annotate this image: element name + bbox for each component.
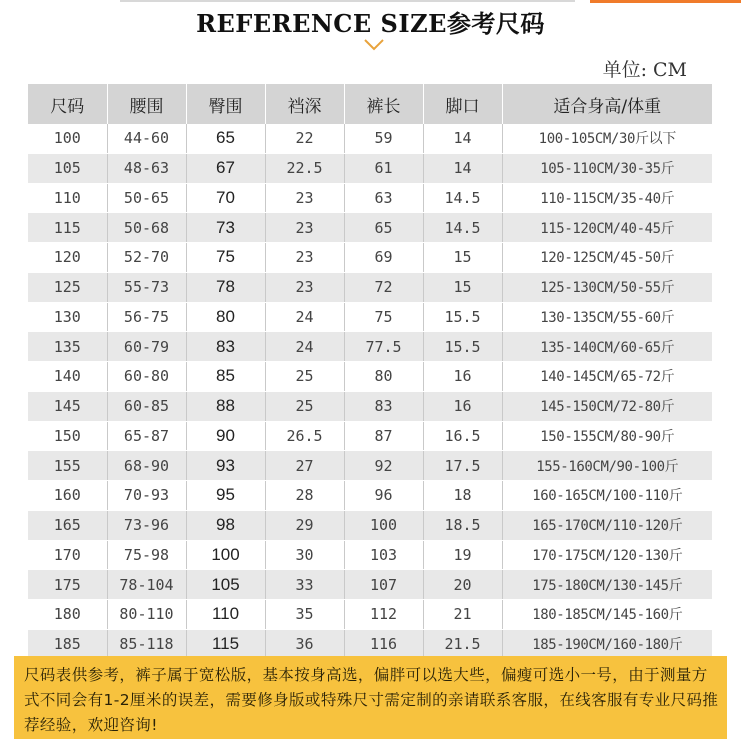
table-cell: 60-85 [107, 391, 186, 421]
table-cell: 130-135CM/55-60斤 [502, 302, 712, 332]
table-cell: 52-70 [107, 243, 186, 273]
table-cell: 83 [186, 332, 265, 362]
table-cell: 115 [186, 629, 265, 659]
table-header-row [28, 84, 712, 124]
table-cell: 67 [186, 153, 265, 183]
table-cell: 30 [265, 540, 344, 570]
table-cell: 60-79 [107, 332, 186, 362]
table-row [28, 153, 712, 183]
table-cell: 61 [344, 153, 423, 183]
table-row [28, 421, 712, 451]
table-cell: 35 [265, 600, 344, 630]
table-cell: 15.5 [423, 302, 502, 332]
table-cell: 14.5 [423, 213, 502, 243]
table-cell: 18.5 [423, 510, 502, 540]
table-cell: 16.5 [423, 421, 502, 451]
table-cell: 26.5 [265, 421, 344, 451]
table-row [28, 332, 712, 362]
table-cell: 24 [265, 302, 344, 332]
table-cell: 125 [28, 272, 107, 302]
table-cell: 116 [344, 629, 423, 659]
table-cell: 120-125CM/45-50斤 [502, 243, 712, 273]
table-row [28, 272, 712, 302]
table-cell: 105 [186, 570, 265, 600]
table-cell: 92 [344, 451, 423, 481]
table-cell: 23 [265, 213, 344, 243]
table-cell: 130 [28, 302, 107, 332]
table-cell: 160 [28, 481, 107, 511]
table-cell: 100 [344, 510, 423, 540]
table-cell: 15 [423, 272, 502, 302]
size-note: 尺码表供参考，裤子属于宽松版，基本按身高选，偏胖可以选大些，偏瘦可选小一号，由于测量方式不同会有1-2厘米的误差，需要修身版或特殊尺寸需定制的亲请联系客服，在线客服有专业尺码推荐经验，欢迎咨询! [14, 656, 727, 739]
table-cell: 155 [28, 451, 107, 481]
unit-label: 单位: CM [602, 59, 687, 81]
table-row [28, 183, 712, 213]
table-row [28, 481, 712, 511]
table-cell: 22 [265, 124, 344, 153]
table-cell: 65-87 [107, 421, 186, 451]
table-row [28, 629, 712, 659]
table-cell: 155-160CM/90-100斤 [502, 451, 712, 481]
table-row [28, 302, 712, 332]
table-cell: 135 [28, 332, 107, 362]
table-cell: 88 [186, 391, 265, 421]
table-cell: 140-145CM/65-72斤 [502, 362, 712, 392]
table-cell: 28 [265, 481, 344, 511]
table-cell: 44-60 [107, 124, 186, 153]
table-row [28, 451, 712, 481]
table-cell: 14.5 [423, 183, 502, 213]
table-row [28, 570, 712, 600]
table-cell: 23 [265, 243, 344, 273]
table-row [28, 600, 712, 630]
table-cell: 110 [28, 183, 107, 213]
column-header: 尺码 [28, 84, 107, 124]
size-table [28, 84, 712, 660]
table-cell: 15.5 [423, 332, 502, 362]
table-cell: 100 [186, 540, 265, 570]
table-cell: 175-180CM/130-145斤 [502, 570, 712, 600]
table-cell: 185-190CM/160-180斤 [502, 629, 712, 659]
table-cell: 73-96 [107, 510, 186, 540]
table-cell: 16 [423, 362, 502, 392]
table-cell: 24 [265, 332, 344, 362]
table-cell: 180-185CM/145-160斤 [502, 600, 712, 630]
table-body [28, 124, 712, 659]
table-cell: 80-110 [107, 600, 186, 630]
table-cell: 50-65 [107, 183, 186, 213]
table-cell: 29 [265, 510, 344, 540]
table-cell: 83 [344, 391, 423, 421]
table-cell: 125-130CM/50-55斤 [502, 272, 712, 302]
table-cell: 63 [344, 183, 423, 213]
top-accent-bar [590, 0, 741, 3]
table-cell: 59 [344, 124, 423, 153]
table-row [28, 540, 712, 570]
table-cell: 65 [344, 213, 423, 243]
table-cell: 185 [28, 629, 107, 659]
table-cell: 120 [28, 243, 107, 273]
table-cell: 65 [186, 124, 265, 153]
table-cell: 14 [423, 124, 502, 153]
table-cell: 87 [344, 421, 423, 451]
column-header: 脚口 [423, 84, 502, 124]
table-cell: 115 [28, 213, 107, 243]
top-divider-bar [120, 0, 575, 2]
table-row [28, 510, 712, 540]
table-cell: 18 [423, 481, 502, 511]
table-cell: 180 [28, 600, 107, 630]
table-cell: 21 [423, 600, 502, 630]
table-cell: 112 [344, 600, 423, 630]
table-cell: 145 [28, 391, 107, 421]
table-cell: 175 [28, 570, 107, 600]
column-header: 臀围 [186, 84, 265, 124]
table-cell: 23 [265, 272, 344, 302]
table-cell: 22.5 [265, 153, 344, 183]
table-cell: 75-98 [107, 540, 186, 570]
table-row [28, 213, 712, 243]
table-cell: 93 [186, 451, 265, 481]
table-cell: 100 [28, 124, 107, 153]
table-cell: 170-175CM/120-130斤 [502, 540, 712, 570]
table-cell: 19 [423, 540, 502, 570]
table-cell: 60-80 [107, 362, 186, 392]
table-cell: 70-93 [107, 481, 186, 511]
table-row [28, 391, 712, 421]
table-cell: 140 [28, 362, 107, 392]
table-cell: 150-155CM/80-90斤 [502, 421, 712, 451]
table-cell: 16 [423, 391, 502, 421]
table-cell: 21.5 [423, 629, 502, 659]
table-cell: 27 [265, 451, 344, 481]
table-row [28, 362, 712, 392]
table-cell: 110 [186, 600, 265, 630]
table-cell: 23 [265, 183, 344, 213]
table-cell: 105-110CM/30-35斤 [502, 153, 712, 183]
table-cell: 98 [186, 510, 265, 540]
table-cell: 78-104 [107, 570, 186, 600]
table-cell: 170 [28, 540, 107, 570]
table-cell: 145-150CM/72-80斤 [502, 391, 712, 421]
table-cell: 20 [423, 570, 502, 600]
table-cell: 69 [344, 243, 423, 273]
column-header: 裆深 [265, 84, 344, 124]
table-cell: 75 [186, 243, 265, 273]
table-cell: 15 [423, 243, 502, 273]
chevron-down-icon [363, 38, 385, 52]
table-cell: 72 [344, 272, 423, 302]
table-cell: 48-63 [107, 153, 186, 183]
table-cell: 80 [186, 302, 265, 332]
table-cell: 78 [186, 272, 265, 302]
table-cell: 160-165CM/100-110斤 [502, 481, 712, 511]
column-header: 适合身高/体重 [502, 84, 712, 124]
table-cell: 73 [186, 213, 265, 243]
column-header: 裤长 [344, 84, 423, 124]
table-cell: 36 [265, 629, 344, 659]
table-cell: 110-115CM/35-40斤 [502, 183, 712, 213]
table-cell: 165-170CM/110-120斤 [502, 510, 712, 540]
table-cell: 33 [265, 570, 344, 600]
table-cell: 75 [344, 302, 423, 332]
table-cell: 80 [344, 362, 423, 392]
table-cell: 135-140CM/60-65斤 [502, 332, 712, 362]
table-cell: 55-73 [107, 272, 186, 302]
table-cell: 96 [344, 481, 423, 511]
table-cell: 95 [186, 481, 265, 511]
table-cell: 90 [186, 421, 265, 451]
table-cell: 100-105CM/30斤以下 [502, 124, 712, 153]
table-cell: 50-68 [107, 213, 186, 243]
table-cell: 56-75 [107, 302, 186, 332]
table-cell: 115-120CM/40-45斤 [502, 213, 712, 243]
table-cell: 105 [28, 153, 107, 183]
table-cell: 150 [28, 421, 107, 451]
table-row [28, 243, 712, 273]
table-cell: 70 [186, 183, 265, 213]
page-title: REFERENCE SIZE参考尺码 [196, 9, 545, 38]
column-header: 腰围 [107, 84, 186, 124]
table-cell: 103 [344, 540, 423, 570]
table-cell: 85 [186, 362, 265, 392]
table-cell: 107 [344, 570, 423, 600]
table-cell: 25 [265, 391, 344, 421]
table-cell: 17.5 [423, 451, 502, 481]
table-cell: 25 [265, 362, 344, 392]
table-row [28, 124, 712, 153]
table-cell: 165 [28, 510, 107, 540]
table-cell: 85-118 [107, 629, 186, 659]
table-cell: 77.5 [344, 332, 423, 362]
table-cell: 14 [423, 153, 502, 183]
table-cell: 68-90 [107, 451, 186, 481]
